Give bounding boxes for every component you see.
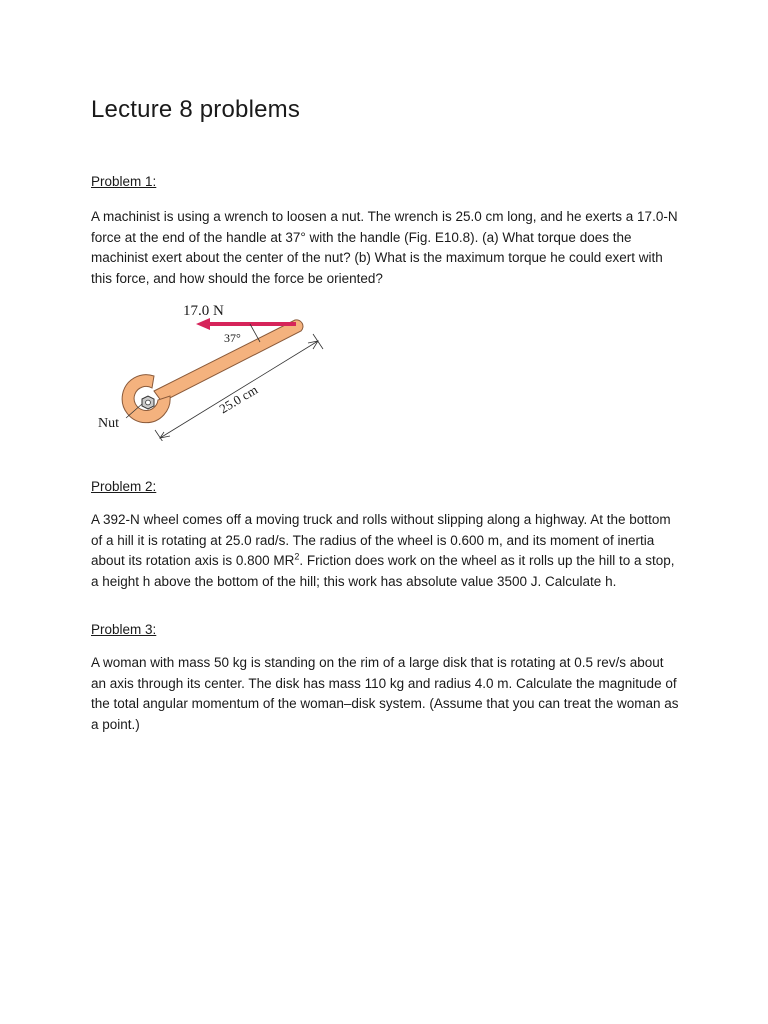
page-title: Lecture 8 problems [91,96,301,123]
angle-label: 37° [224,331,241,345]
problem-2-text-part-1: A 392-N wheel comes off a moving truck and rolls without slipping along a highway. At the bottom of a hill it is rotating at 25.0 rad/s. The radius of the wheel is 0.600 m, and its moment of inertia about its rotation axis is 0.800 MR [91,512,671,568]
angle-arc [250,324,260,342]
problem-1-heading: Problem 1: [91,174,157,189]
force-label: 17.0 N [183,303,224,319]
problem-1-text: A machinist is using a wrench to loosen a nut. The wrench is 25.0 cm long, and he exerts a 17.0-N force at the end of the handle at 37° with the handle (Fig. E10.8). (a) What torque does the machinist exert about the center of the nut? (b) What is the maximum torque he could exert with this force, and how should the force be oriented? [91,209,678,286]
nut-shape [142,396,154,409]
problem-3-text: A woman with mass 50 kg is standing on the rim of a large disk that is rotating at 0.5 rev/s about an axis through its center. The disk has mass 110 kg and radius 4.0 m. Calculate the magnitude of the total angular momentum of the woman–disk system. (Assume that you can treat the woman as a point.) [91,655,679,732]
nut-label: Nut [98,416,119,431]
problem-2-text [91,510,681,592]
problem-2-text-part-2: . Friction does work on the wheel as it rolls up the hill to a stop, a height h above the bottom of the hill; this work has absolute value 3500 J. Calculate h. [91,553,675,589]
problem-2-superscript: 2 [294,551,300,562]
problem-2-heading: Problem 2: [91,479,157,494]
wrench-figure [92,296,332,441]
problem-3-heading: Problem 3: [91,622,157,637]
length-label: 25.0 cm [216,381,261,417]
